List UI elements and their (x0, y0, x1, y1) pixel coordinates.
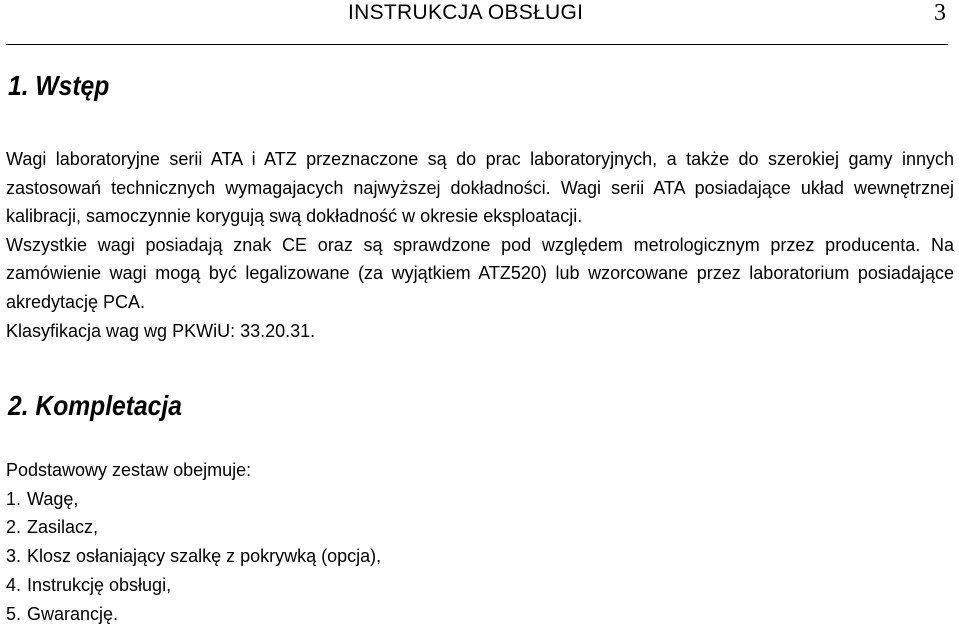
list-item-text: Wagę, (27, 488, 79, 509)
list-item-text: Gwarancję. (27, 603, 119, 624)
list-item (6, 542, 906, 571)
paragraph: Klasyfikacja wag wg PKWiU: 33.20.31. (6, 320, 316, 341)
list-item-number: 5. (6, 603, 22, 624)
paragraph: Wszystkie wagi posiadają znak CE oraz są sprawdzone pod względem metrologicznym przez producenta. Na zamówienie wagi mogą być legalizowane (za wyjątkiem ATZ520) lub wzorcowane przez laboratorium posiadające akredytację PCA. (6, 234, 954, 312)
document-title: INSTRUKCJA OBSŁUGI (348, 1, 584, 24)
kit-list (6, 485, 906, 629)
list-item (6, 513, 906, 542)
list-item-number: 2. (6, 517, 22, 538)
list-item-text: Zasilacz, (27, 517, 99, 538)
list-item (6, 600, 906, 629)
list-item (6, 485, 906, 514)
section-heading-introduction: 1. Wstęp (8, 70, 110, 101)
page-header (0, 0, 959, 46)
list-item-number: 4. (6, 574, 22, 595)
list-item (6, 571, 906, 600)
introduction-body (6, 145, 954, 345)
page-number: 3 (934, 0, 946, 26)
section-heading-kit: 2. Kompletacja (8, 390, 182, 421)
list-item-text: Instrukcję obsługi, (27, 574, 172, 595)
list-item-number: 1. (6, 488, 22, 509)
kit-lead-text: Podstawowy zestaw obejmuje: (6, 460, 252, 480)
list-item-text: Klosz osłaniający szalkę z pokrywką (opcja), (27, 546, 382, 567)
paragraph: Wagi laboratoryjne serii ATA i ATZ przeznaczone są do prac laboratoryjnych, a także do szerokiej gamy innych zastosowań technicznych wymagajacych najwyższej dokładności. Wagi serii ATA posiadające układ wewnętrznej kalibracji, samoczynnie korygują swą dokładność w okresie eksploatacji. (6, 149, 954, 227)
kit-contents (6, 456, 906, 628)
list-item-number: 3. (6, 546, 22, 567)
header-divider (6, 44, 948, 45)
